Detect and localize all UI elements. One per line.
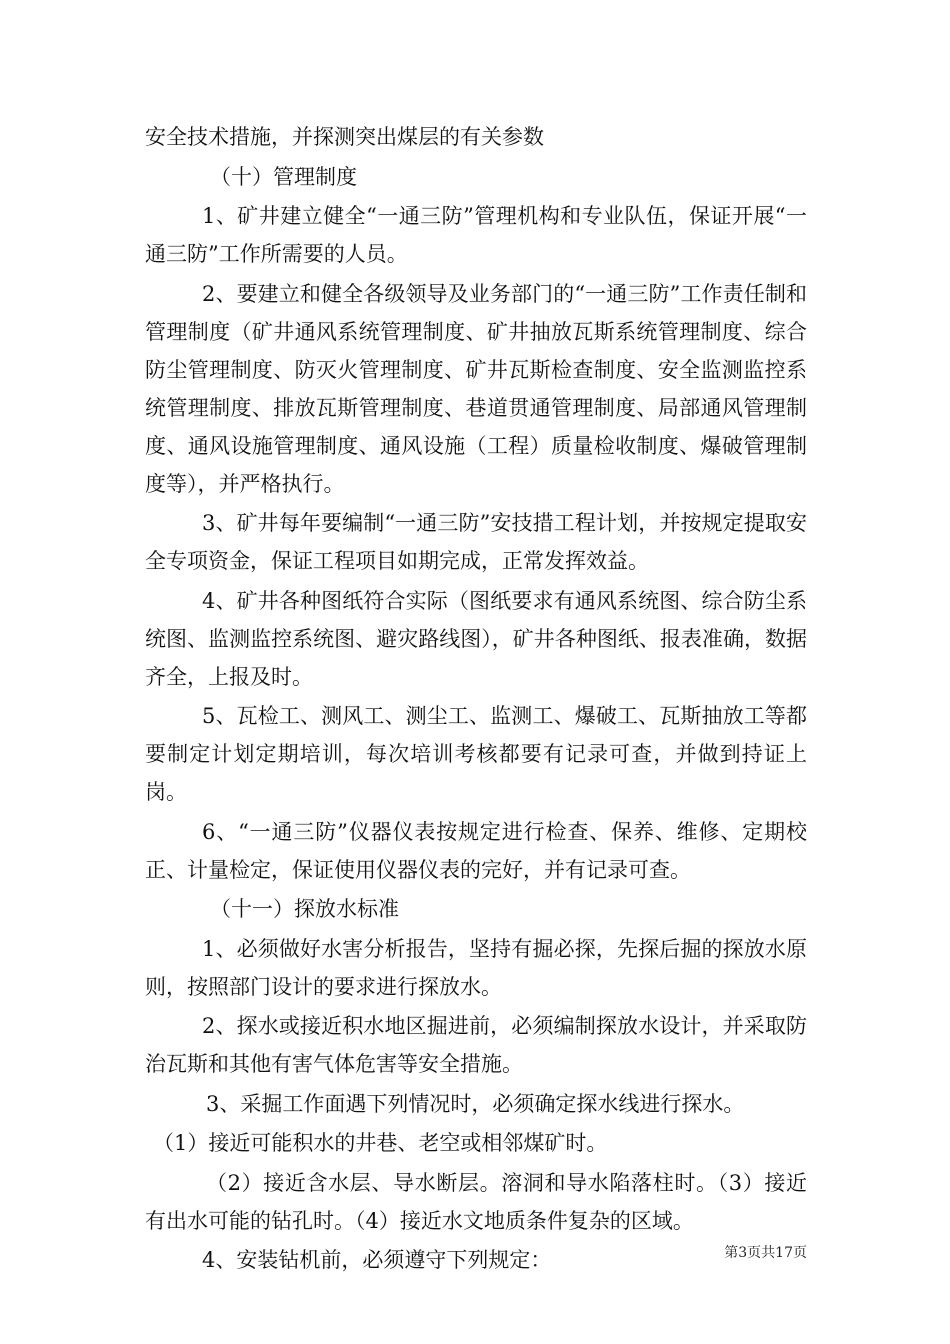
paragraph-item-5: 5、瓦检工、测风工、测尘工、监测工、爆破工、瓦斯抽放工等都要制定计划定期培训，每次培训考核都要有记录可查，并做到持证上岗。 xyxy=(145,704,807,804)
paragraph-water-item-4: 4、安装钻机前，必须遵守下列规定： xyxy=(202,1248,552,1272)
paragraph-water-item-1: 1、必须做好水害分析报告，坚持有掘必探，先探后掘的探放水原则，按照部门设计的要求进行探放水。 xyxy=(145,936,807,999)
paragraph-item-2: 2、要建立和健全各级领导及业务部门的“一通三防”工作责任制和管理制度（矿井通风系统管理制度、矿井抽放瓦斯系统管理制度、综合防尘管理制度、防灭火管理制度、矿井瓦斯检查制度、安全监测监控系统管理制度、排放瓦斯管理制度、巷道贯通管理制度、局部通风管理制度、通风设施管理制度、通风设施（工程）质量检收制度、爆破管理制度等），并严格执行。 xyxy=(145,281,807,496)
paragraph-water-item-3: 3、采掘工作面遇下列情况时，必须确定探水线进行探水。 xyxy=(206,1091,745,1116)
paragraph-water-subitem-2-4: （2）接近含水层、导水断层。溶洞和导水陷落柱时。（3）接近有出水可能的钻孔时。（4）接近水文地质条件复杂的区域。 xyxy=(145,1170,807,1233)
paragraph-item-3: 3、矿井每年要编制“一通三防”安技措工程计划，并按规定提取安全专项资金，保证工程项目如期完成，正常发挥效益。 xyxy=(145,511,807,573)
paragraph-water-item-2: 2、探水或接近积水地区掘进前，必须编制探放水设计，并采取防治瓦斯和其他有害气体危害等安全措施。 xyxy=(145,1014,807,1076)
paragraph-item-4: 4、矿井各种图纸符合实际（图纸要求有通风系统图、综合防尘系统图、监测监控系统图、避灾路线图），矿井各种图纸、报表准确，数据齐全，上报及时。 xyxy=(145,588,807,689)
paragraph-item-6: 6、“一通三防”仪器仪表按规定进行检查、保养、维修、定期校正、计量检定，保证使用仪器仪表的完好，并有记录可查。 xyxy=(145,819,807,882)
paragraph-item-1: 1、矿井建立健全“一通三防”管理机构和专业队伍，保证开展“一通三防”工作所需要的人员。 xyxy=(145,204,807,266)
paragraph-continuation: 安全技术措施，并探测突出煤层的有关参数 xyxy=(145,125,544,149)
document-body xyxy=(145,118,807,1281)
paragraph-water-subitem-1: （1）接近可能积水的井巷、老空或相邻煤矿时。 xyxy=(153,1131,608,1155)
section-heading-management: （十）管理制度 xyxy=(210,164,357,189)
section-heading-water-exploration: （十一）探放水标准 xyxy=(210,897,399,921)
page-number-footer: 第3页共17页 xyxy=(724,1245,807,1261)
